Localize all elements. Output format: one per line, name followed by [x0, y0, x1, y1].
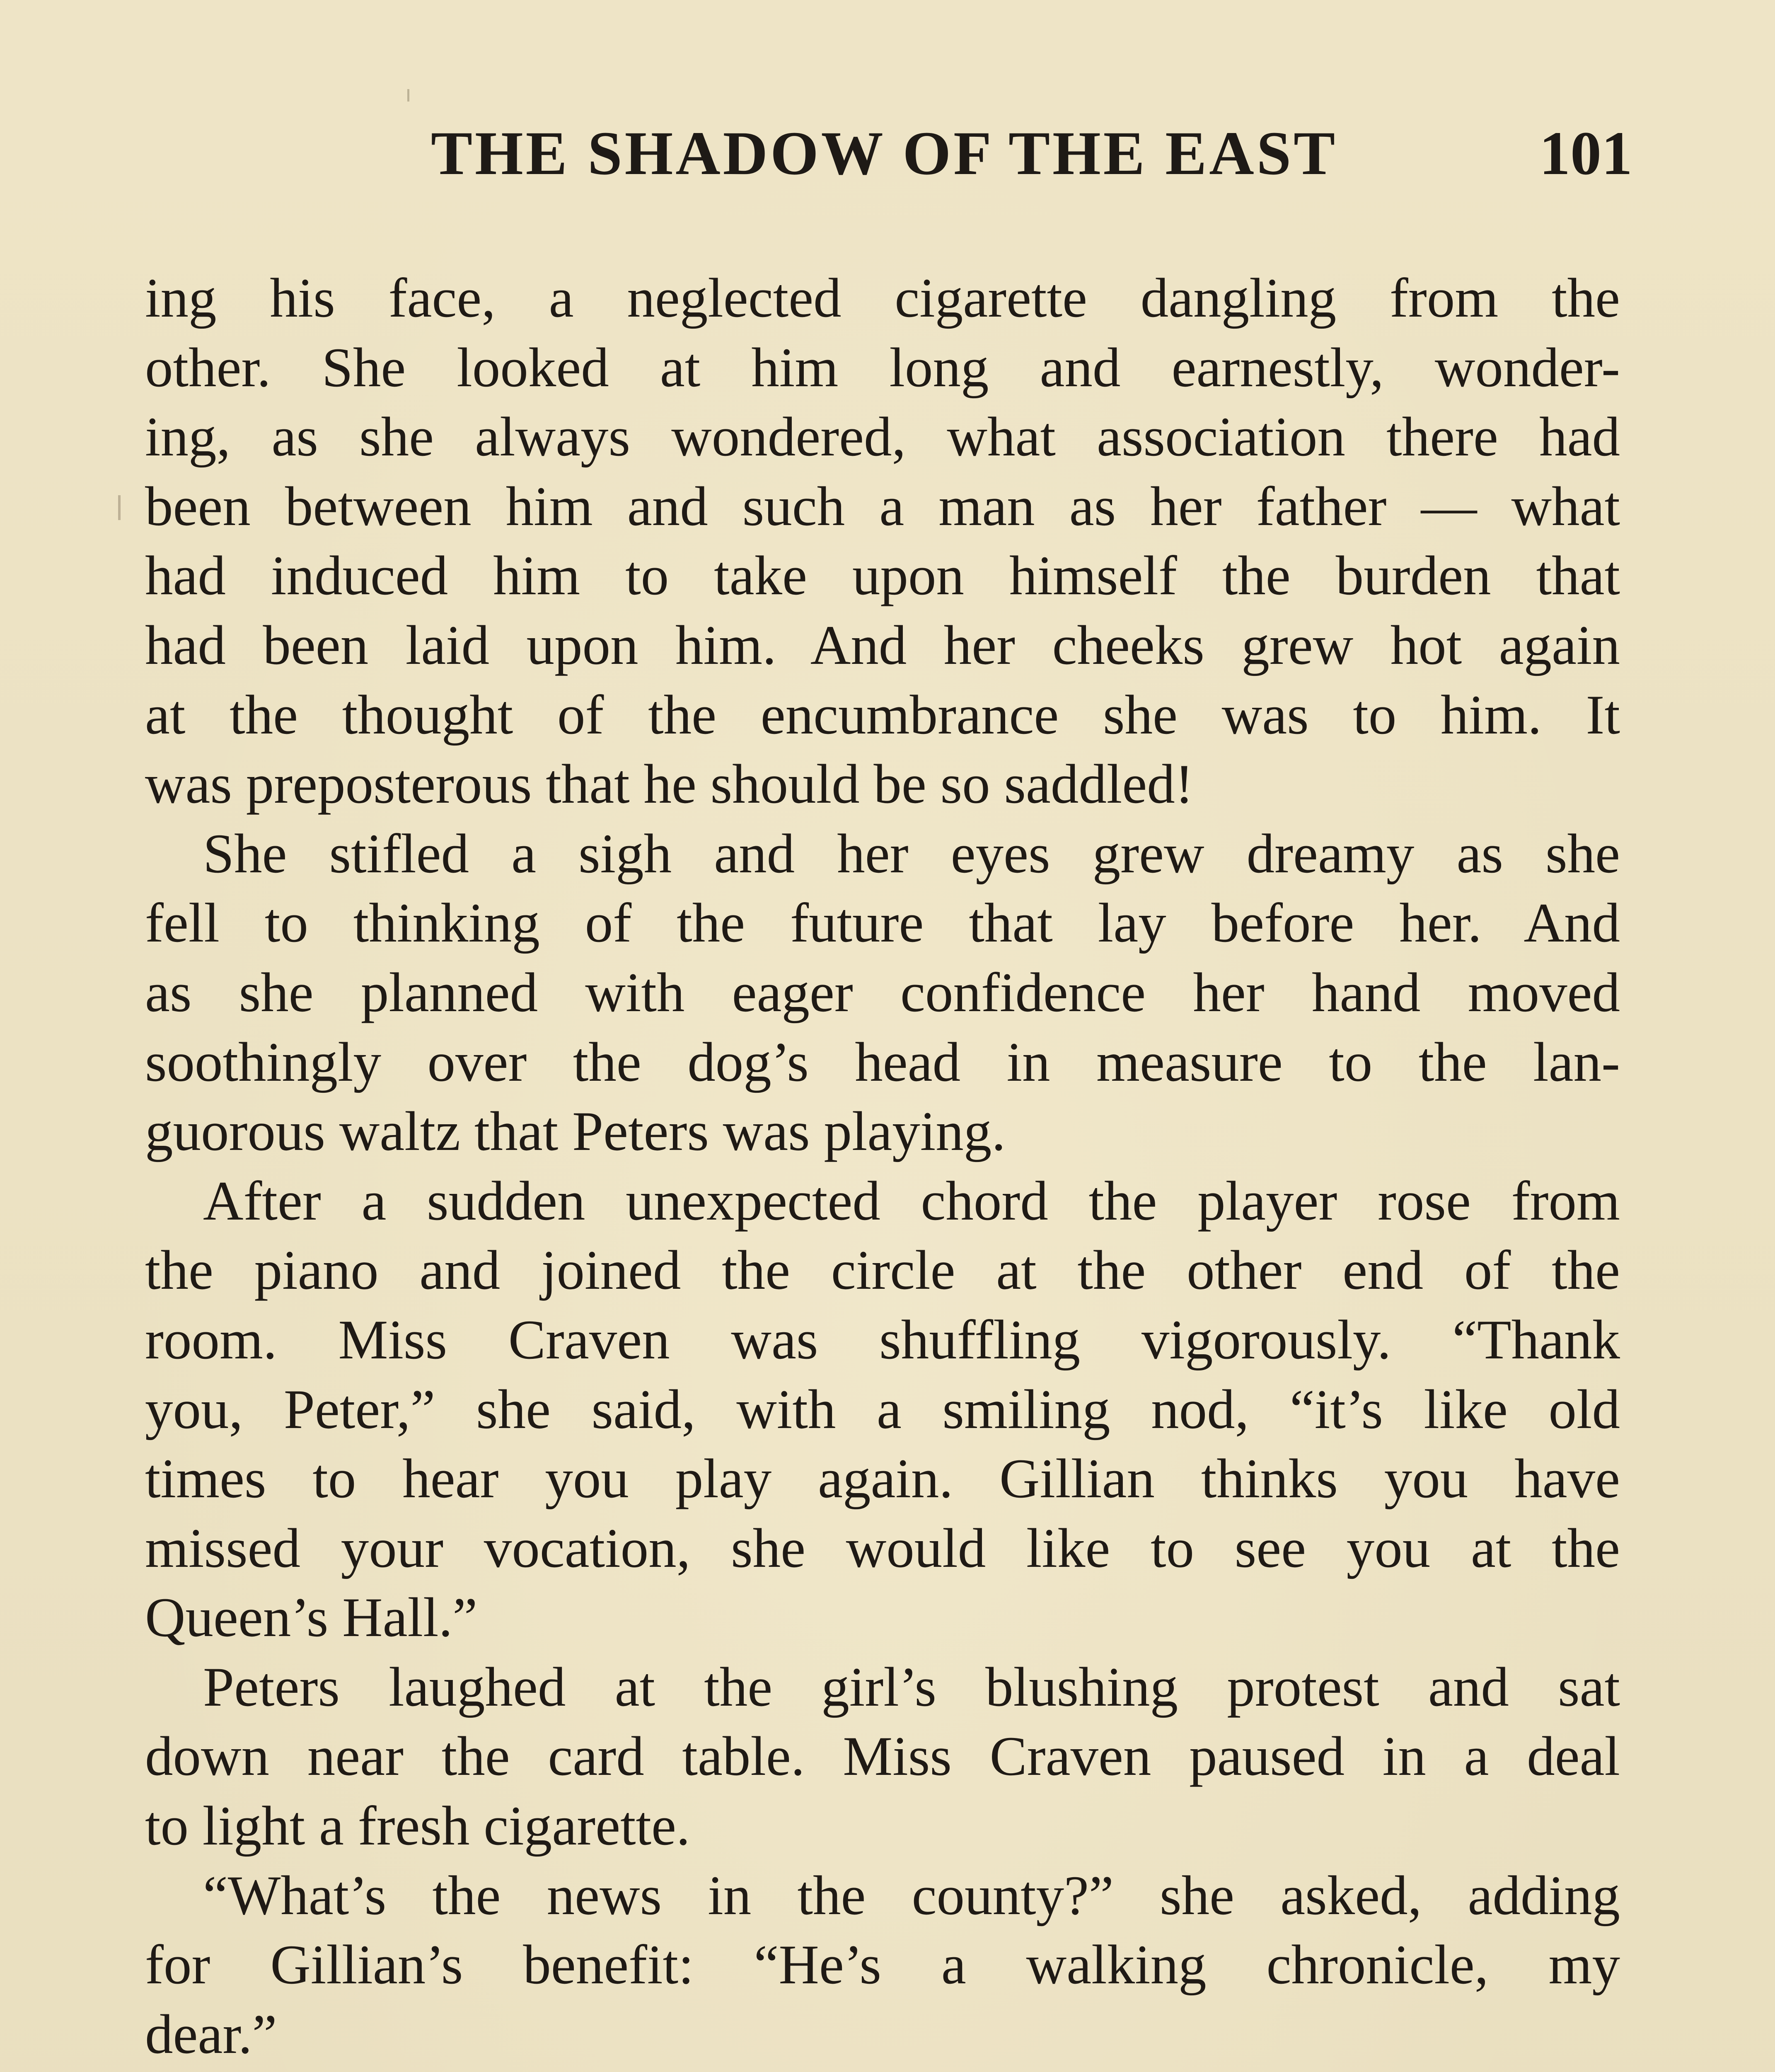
text-line: as she planned with eager confidence her hand moved — [145, 961, 1620, 1024]
text-line: After a sudden unexpected chord the player rose from — [203, 1170, 1620, 1232]
text-line: fell to thinking of the future that lay before her. And — [145, 892, 1620, 954]
text-line — [145, 2069, 1620, 2072]
text-line: missed your vocation, she would like to see you at the — [145, 1517, 1620, 1579]
text-line: was preposterous that he should be so saddled! — [145, 753, 1194, 816]
text-line: “What’s the news in the county?” she asked, adding — [203, 1864, 1620, 1927]
text-line: down near the card table. Miss Craven paused in a deal — [145, 1726, 1620, 1788]
text-line: ing his face, a neglected cigarette dangling from the — [145, 267, 1620, 329]
page-header — [431, 112, 1632, 195]
text-line: times to hear you play again. Gillian thinks you have — [145, 1448, 1620, 1510]
text-line: dear.” — [145, 2003, 277, 2065]
text-line: at the thought of the encumbrance she was to him. It — [145, 684, 1620, 746]
text-line: other. She looked at him long and earnestly, wonder- — [145, 336, 1620, 399]
ink-mark — [407, 89, 409, 102]
text-line: to light a fresh cigarette. — [145, 1795, 690, 1857]
text-line: the piano and joined the circle at the other end of the — [145, 1239, 1620, 1302]
text-line: had been laid upon him. And her cheeks grew hot again — [145, 614, 1620, 676]
text-line: you, Peter,” she said, with a smiling nod, “it’s like old — [145, 1378, 1620, 1440]
ink-mark — [118, 495, 121, 520]
text-line: soothingly over the dog’s head in measure to the lan- — [145, 1031, 1620, 1093]
text-line: guorous waltz that Peters was playing. — [145, 1101, 1006, 1163]
page-number: 101 — [1539, 119, 1632, 188]
body-text — [145, 264, 1620, 2072]
text-line: for Gillian’s benefit: “He’s a walking chronicle, my — [145, 1934, 1620, 1996]
text-line: She stifled a sigh and her eyes grew dreamy as she — [203, 823, 1620, 885]
text-line: Queen’s Hall.” — [145, 1587, 478, 1649]
text-line: ing, as she always wondered, what association there had — [145, 406, 1620, 468]
text-line: Peters laughed at the girl’s blushing protest and sat — [203, 1656, 1620, 1718]
running-title: THE SHADOW OF THE EAST — [431, 119, 1338, 188]
text-line: room. Miss Craven was shuffling vigorously. “Thank — [145, 1309, 1620, 1371]
text-line: been between him and such a man as her father — what — [145, 475, 1620, 537]
text-line: had induced him to take upon himself the burden that — [145, 545, 1620, 607]
